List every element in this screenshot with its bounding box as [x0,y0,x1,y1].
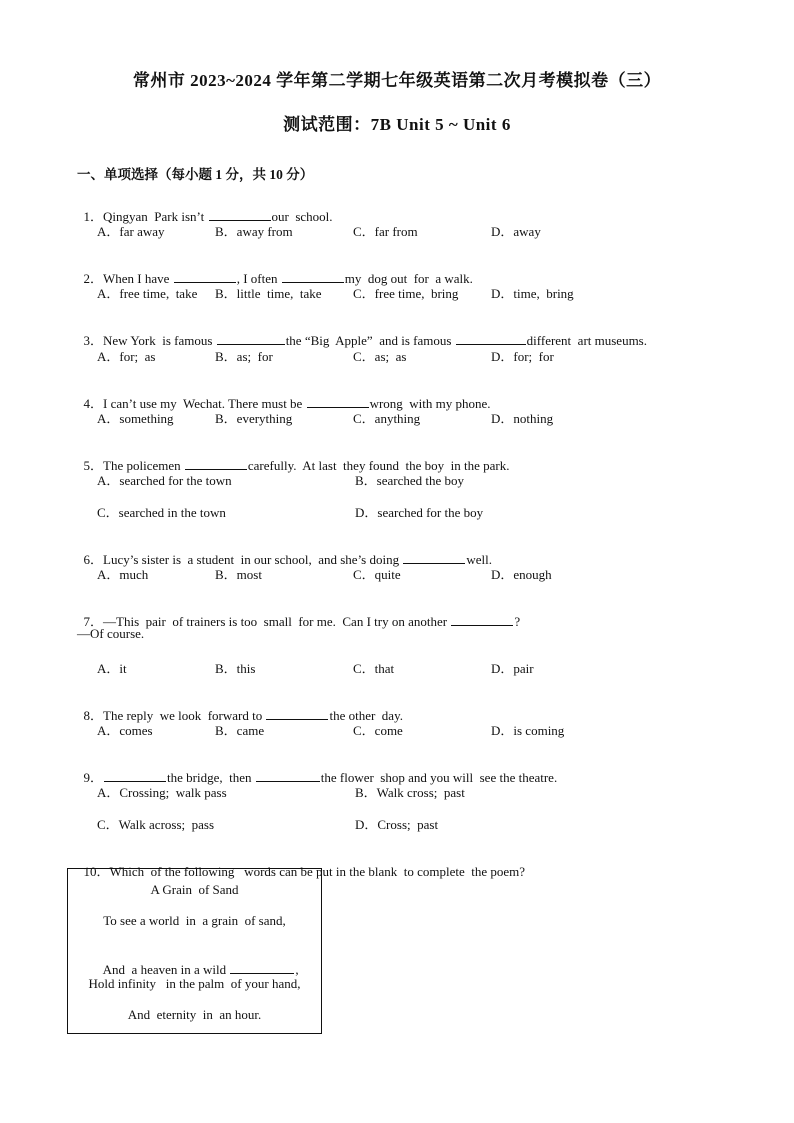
option-c: C．quite [353,567,401,582]
answer-blank [266,706,328,720]
question-number: 8． [83,708,104,723]
option-b: B．away from [215,224,293,239]
option-a: A．free time, take [97,286,198,301]
question-1 [77,190,333,225]
answer-blank [174,269,236,283]
answer-blank [217,331,285,345]
option-c: C．Walk across; pass [97,817,215,832]
option-d: D．searched for the boy [355,505,484,520]
option-d: D．pair [491,661,534,676]
option-b: B．came [215,723,265,738]
question-text: wrong with my phone. [369,396,491,411]
poem-line-4: And eternity in an hour. [127,1007,262,1022]
option-b: B．as; for [215,349,273,364]
poem-line-text: And a heaven in a wild [102,962,230,977]
section-heading: 一、单项选择（每小题 1 分，共 10 分） [77,167,314,182]
question-number: 6． [83,552,104,567]
option-b: B．searched the boy [355,473,465,488]
poem-line-end: , [295,962,299,977]
answer-blank [403,550,465,564]
option-a: A．searched for the town [97,473,232,488]
answer-blank [307,394,369,408]
option-a: A．it [97,661,127,676]
question-7 [77,595,520,630]
question-number: 5． [83,458,104,473]
question-text: our school. [271,209,333,224]
answer-blank [256,768,320,782]
option-a: A．for; as [97,349,156,364]
answer-blank [185,456,247,470]
exam-title: 常州市 2023~2024 学年第二学期七年级英语第二次月考模拟卷（三） [132,71,662,90]
option-b: B．this [215,661,256,676]
option-d: D．enough [491,567,552,582]
option-a: A．far away [97,224,165,239]
option-d: D．time, bring [491,286,574,301]
question-text: Qingyan Park isn’t [103,209,208,224]
option-b: B．everything [215,411,293,426]
question-6 [77,533,492,568]
question-4 [77,377,491,412]
question-3 [77,314,647,349]
question-text: —This pair of trainers is too small for me. Can I try on another [103,614,451,629]
dialogue-reply: —Of course. [77,626,145,641]
option-c: C．searched in the town [97,505,226,520]
question-text: the bridge, then [167,770,255,785]
answer-blank [282,269,344,283]
question-text: the “Big Apple” and is famous [285,333,455,348]
question-text: ? [514,614,521,629]
question-number: 10． [83,864,110,879]
option-c: C．far from [353,224,418,239]
option-a: A．much [97,567,149,582]
answer-blank [104,768,166,782]
option-d: D．is coming [491,723,565,738]
question-text: Lucy’s sister is a student in our school, and she’s doing [103,552,403,567]
option-b: B．Walk cross; past [355,785,465,800]
question-text: the other day. [329,708,403,723]
option-b: B．most [215,567,262,582]
option-a: A．comes [97,723,153,738]
question-text: Which of the following words can be put in the blank to complete the poem? [109,864,526,879]
question-8 [77,689,403,724]
question-number: 1． [83,209,104,224]
question-number: 7． [83,614,104,629]
option-a: A．Crossing; walk pass [97,785,227,800]
question-text: I can’t use my Wechat. There must be [103,396,306,411]
poem-line-1: To see a world in a grain of sand, [103,913,286,928]
question-text: carefully. At last they found the boy in the park. [247,458,510,473]
option-c: C．come [353,723,403,738]
option-c: C．that [353,661,395,676]
poem-line-3: Hold infinity in the palm of your hand, [88,976,301,991]
question-text: the flower shop and you will see the theatre. [320,770,558,785]
option-c: C．anything [353,411,421,426]
test-scope: 测试范围：7B Unit 5 ~ Unit 6 [283,115,511,134]
poem-title: A Grain of Sand [150,882,239,897]
question-number: 3． [83,333,104,348]
poem-box [67,868,322,1034]
question-text: New York is famous [103,333,216,348]
question-number: 4． [83,396,104,411]
answer-blank [209,207,271,221]
option-a: A．something [97,411,174,426]
option-c: C．free time, bring [353,286,459,301]
option-d: D．for; for [491,349,554,364]
option-d: D．away [491,224,541,239]
question-text: The policemen [103,458,184,473]
question-text: The reply we look forward to [103,708,266,723]
question-number: 9． [83,770,104,785]
question-number: 2． [83,271,104,286]
option-d: D．nothing [491,411,554,426]
answer-blank [451,612,513,626]
option-d: D．Cross; past [355,817,439,832]
question-text: my dog out for a walk. [344,271,473,286]
question-5 [77,439,510,474]
question-9 [77,751,557,786]
option-b: B．little time, take [215,286,322,301]
option-c: C．as; as [353,349,407,364]
question-text: When I have [103,271,173,286]
question-2 [77,252,473,287]
answer-blank [456,331,526,345]
question-text: different art museums. [526,333,647,348]
answer-blank [230,960,294,974]
question-text: well. [466,552,492,567]
question-text: , I often [236,271,281,286]
